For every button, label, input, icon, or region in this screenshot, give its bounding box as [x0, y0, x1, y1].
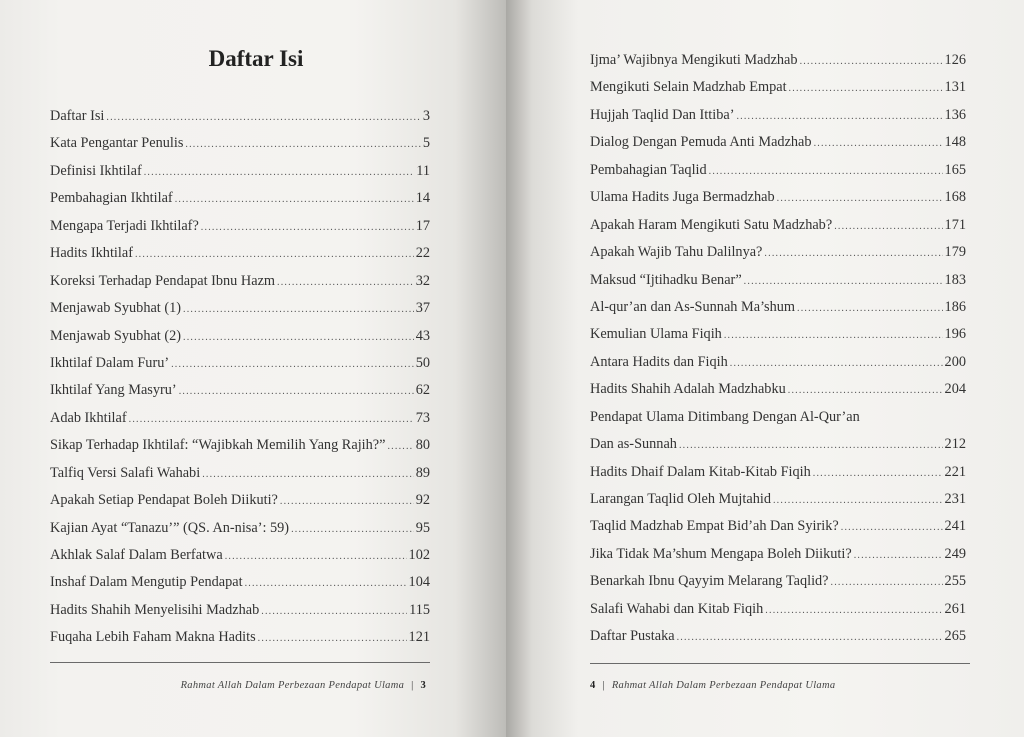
toc-entry-title: Jika Tidak Ma’shum Mengapa Boleh Diikuti?: [590, 545, 852, 562]
toc-entry-page: 102: [408, 547, 430, 563]
running-title: Rahmat Allah Dalam Perbezaan Pendapat Ulama: [180, 680, 405, 691]
toc-entry-page: 22: [415, 245, 430, 262]
toc-entry-page: 17: [415, 217, 430, 234]
toc-entry: [50, 547, 430, 574]
toc-dot-leader: [175, 194, 414, 205]
toc-entry-title: Hadits Ikhtilaf: [50, 245, 133, 262]
toc-dot-leader: [764, 248, 942, 259]
toc-entry-title: Ikhtilaf Dalam Furu’: [50, 354, 170, 371]
toc-entry: [50, 410, 430, 437]
toc-entry-title: Salafi Wahabi dan Kitab Fiqih: [590, 600, 764, 617]
toc-dot-leader: [773, 495, 943, 506]
toc-entry: [50, 218, 430, 245]
toc-dot-leader: [679, 440, 943, 451]
toc-entry-page: 249: [944, 545, 966, 562]
toc-entry-page: 115: [409, 601, 430, 618]
toc-entry-page: 136: [944, 106, 966, 123]
toc-entry-title: Al-qur’an dan As-Sunnah Ma’shum: [590, 298, 796, 315]
toc-entry-title: Pembahagian Ikhtilaf: [50, 190, 173, 207]
toc-entry-title: Sikap Terhadap Ikhtilaf: “Wajibkah Memilih Yang Rajih?”: [50, 437, 386, 454]
toc-entry: [590, 217, 966, 244]
toc-dot-leader: [789, 83, 943, 94]
toc-entry-page: 255: [944, 573, 966, 590]
toc-entry: [590, 79, 966, 106]
toc-entry-title: Kemulian Ulama Fiqih: [590, 326, 722, 343]
toc-entry-title: Ulama Hadits Juga Bermadzhab: [590, 189, 775, 206]
toc-entry-page: 62: [415, 382, 430, 399]
toc-entry-title: Maksud “Ijtihadku Benar”: [590, 271, 742, 288]
toc-dot-leader: [724, 330, 943, 341]
toc-entry-title: Hadits Shahih Adalah Madzhabku: [590, 381, 786, 398]
toc-entry-title: Hadits Dhaif Dalam Kitab-Kitab Fiqih: [590, 463, 811, 480]
toc-entry-page: 200: [944, 353, 966, 370]
toc-entry: [50, 602, 430, 629]
toc-entry-title: Akhlak Salaf Dalam Berfatwa: [50, 547, 223, 563]
toc-entry: [50, 492, 430, 519]
toc-entry-title: Pembahagian Taqlid: [590, 161, 707, 178]
toc-entry-page: 95: [415, 519, 430, 536]
toc-entry: [590, 436, 966, 463]
toc-entry-title: Apakah Haram Mengikuti Satu Madzhab?: [590, 216, 833, 233]
toc-entry-page: 32: [415, 272, 430, 289]
toc-dot-leader: [202, 469, 414, 480]
toc-entry-title: Adab Ikhtilaf: [50, 409, 127, 426]
toc-entry: [50, 520, 430, 547]
toc-dot-leader: [834, 221, 942, 232]
footer-left: [181, 680, 426, 691]
toc-entry-title: Definisi Ikhtilaf: [50, 162, 142, 179]
toc-entry-page: 50: [415, 354, 430, 371]
toc-dot-leader: [736, 111, 942, 122]
toc-entry-page: 104: [408, 574, 430, 591]
page-number: 4: [590, 680, 596, 691]
toc-entry-title: Apakah Setiap Pendapat Boleh Diikuti?: [50, 492, 278, 509]
toc-entry-title: Dan as-Sunnah: [590, 436, 677, 453]
toc-dot-leader: [677, 632, 943, 643]
toc-dot-leader: [831, 577, 943, 588]
toc-entry: [590, 464, 966, 491]
footer-rule: [50, 662, 430, 663]
toc-dot-leader: [709, 166, 943, 177]
toc-dot-leader: [185, 139, 420, 150]
toc-entry-page: 261: [944, 600, 966, 617]
toc-entry: [590, 134, 966, 161]
toc-entry-page: 186: [944, 298, 966, 315]
toc-entry: [590, 244, 966, 271]
toc-entry: [50, 108, 430, 135]
toc-entry-title: Ijma’ Wajibnya Mengikuti Madzhab: [590, 52, 798, 68]
toc-entry-page: 11: [416, 162, 430, 179]
toc-dot-leader: [280, 496, 414, 507]
toc-entry-page: 121: [408, 629, 430, 646]
toc-entry: [50, 135, 430, 162]
toc-entry: [590, 573, 966, 600]
toc-dot-leader: [800, 56, 943, 67]
toc-entry: [50, 273, 430, 300]
toc-entry-title: Larangan Taqlid Oleh Mujtahid: [590, 491, 771, 507]
toc-entry: [590, 518, 966, 545]
toc-entry-title: Hadits Shahih Menyelisihi Madzhab: [50, 601, 260, 618]
toc-entry-title: Benarkah Ibnu Qayyim Melarang Taqlid?: [590, 573, 829, 590]
toc-dot-leader: [797, 303, 943, 314]
toc-entry-page: 131: [944, 79, 966, 96]
toc-entry-page: 221: [944, 463, 966, 480]
toc-entry-page: 212: [944, 436, 966, 453]
footer-right: [590, 680, 835, 691]
toc-entry-title: Kata Pengantar Penulis: [50, 135, 184, 152]
toc-dot-leader: [129, 414, 414, 425]
toc-entry: [590, 491, 966, 518]
toc-entry-title: Mengapa Terjadi Ikhtilaf?: [50, 217, 199, 234]
toc-dot-leader: [765, 605, 942, 616]
toc-entry: [590, 189, 966, 216]
toc-dot-leader: [788, 385, 943, 396]
toc-dot-leader: [777, 193, 943, 204]
toc-entry-title: Ikhtilaf Yang Masyru’: [50, 382, 177, 399]
toc-list-left: [50, 108, 430, 657]
toc-entry-page: 37: [415, 300, 430, 317]
toc-dot-leader: [171, 359, 414, 370]
toc-entry: [50, 245, 430, 272]
toc-entry: [50, 163, 430, 190]
toc-entry-page: 183: [944, 271, 966, 288]
toc-dot-leader: [854, 550, 943, 561]
toc-entry-page: 3: [422, 108, 430, 124]
page-title: Daftar Isi: [208, 46, 304, 71]
toc-dot-leader: [841, 522, 943, 533]
toc-dot-leader: [245, 578, 407, 589]
page-number: 3: [420, 680, 426, 691]
toc-entry-page: 171: [944, 216, 966, 233]
toc-dot-leader: [258, 633, 407, 644]
toc-entry-page: 168: [944, 189, 966, 206]
toc-dot-leader: [261, 606, 407, 617]
toc-entry-page: 80: [415, 437, 430, 454]
toc-dot-leader: [225, 551, 407, 562]
toc-entry-title: Koreksi Terhadap Pendapat Ibnu Hazm: [50, 272, 276, 289]
toc-entry: [50, 300, 430, 327]
toc-entry: [50, 574, 430, 601]
toc-dot-leader: [106, 112, 420, 123]
toc-entry: [590, 546, 966, 573]
toc-entry: [590, 299, 966, 326]
toc-dot-leader: [179, 386, 414, 397]
toc-entry: [50, 328, 430, 355]
footer-separator: |: [411, 680, 414, 691]
toc-dot-leader: [183, 332, 414, 343]
toc-entry: [590, 326, 966, 353]
toc-entry: [50, 629, 430, 656]
toc-dot-leader: [183, 304, 414, 315]
toc-dot-leader: [135, 249, 414, 260]
toc-entry-title: Kajian Ayat “Tanazu’” (QS. An-nisa’: 59): [50, 519, 290, 536]
toc-entry-title: Daftar Pustaka: [590, 628, 675, 645]
toc-entry: [590, 162, 966, 189]
toc-dot-leader: [813, 468, 943, 479]
toc-entry: [590, 107, 966, 134]
footer-rule: [590, 663, 970, 664]
toc-entry: [590, 601, 966, 628]
toc-dot-leader: [814, 138, 943, 149]
toc-dot-leader: [144, 167, 415, 178]
toc-entry-title: Menjawab Syubhat (1): [50, 300, 182, 317]
toc-entry-page: 265: [944, 628, 966, 645]
toc-entry-title: Fuqaha Lebih Faham Makna Hadits: [50, 629, 256, 646]
toc-entry: [590, 272, 966, 299]
toc-entry: [590, 381, 966, 408]
toc-entry-page: 92: [415, 492, 430, 509]
toc-entry-page: 5: [422, 135, 430, 152]
toc-entry: [50, 355, 430, 382]
toc-dot-leader: [730, 358, 943, 369]
toc-entry-title: Daftar Isi: [50, 108, 105, 124]
toc-dot-leader: [744, 276, 943, 287]
toc-entry: [590, 628, 966, 655]
toc-entry: [590, 52, 966, 79]
toc-entry-page: 179: [944, 244, 966, 261]
toc-entry: [590, 409, 966, 436]
toc-entry-title: Hujjah Taqlid Dan Ittiba’: [590, 106, 735, 123]
toc-entry: [50, 465, 430, 492]
toc-entry: [50, 190, 430, 217]
toc-entry-page: 196: [944, 326, 966, 343]
toc-entry-title: Inshaf Dalam Mengutip Pendapat: [50, 574, 243, 591]
toc-entry-page: 204: [944, 381, 966, 398]
toc-dot-leader: [277, 277, 414, 288]
toc-entry: [50, 437, 430, 464]
toc-entry-page: 43: [415, 327, 430, 344]
toc-entry: [590, 354, 966, 381]
toc-entry-page: 14: [415, 190, 430, 207]
toc-entry-title: Pendapat Ulama Ditimbang Dengan Al-Qur’an: [590, 408, 860, 425]
footer-separator: |: [602, 680, 605, 691]
toc-dot-leader: [291, 524, 414, 535]
toc-entry-page: 241: [944, 518, 966, 535]
toc-entry-page: 126: [944, 52, 966, 68]
toc-list-right: [590, 52, 966, 656]
left-page: [0, 0, 506, 737]
toc-dot-leader: [201, 222, 414, 233]
running-title: Rahmat Allah Dalam Perbezaan Pendapat Ulama: [611, 680, 836, 691]
toc-entry-page: 73: [415, 409, 430, 426]
toc-entry-title: Mengikuti Selain Madzhab Empat: [590, 79, 787, 96]
toc-entry-title: Taqlid Madzhab Empat Bid’ah Dan Syirik?: [590, 518, 839, 535]
toc-dot-leader: [387, 441, 413, 452]
toc-entry-title: Dialog Dengan Pemuda Anti Madzhab: [590, 134, 812, 151]
toc-entry: [50, 382, 430, 409]
toc-entry-page: 231: [944, 491, 966, 507]
toc-entry-title: Talfiq Versi Salafi Wahabi: [50, 464, 201, 481]
right-page: [506, 0, 1024, 737]
toc-entry-page: 89: [415, 464, 430, 481]
toc-entry-title: Apakah Wajib Tahu Dalilnya?: [590, 244, 763, 261]
toc-entry-title: Antara Hadits dan Fiqih: [590, 353, 728, 370]
toc-entry-title: Menjawab Syubhat (2): [50, 327, 182, 344]
toc-entry-page: 148: [944, 134, 966, 151]
toc-entry-page: 165: [944, 161, 966, 178]
